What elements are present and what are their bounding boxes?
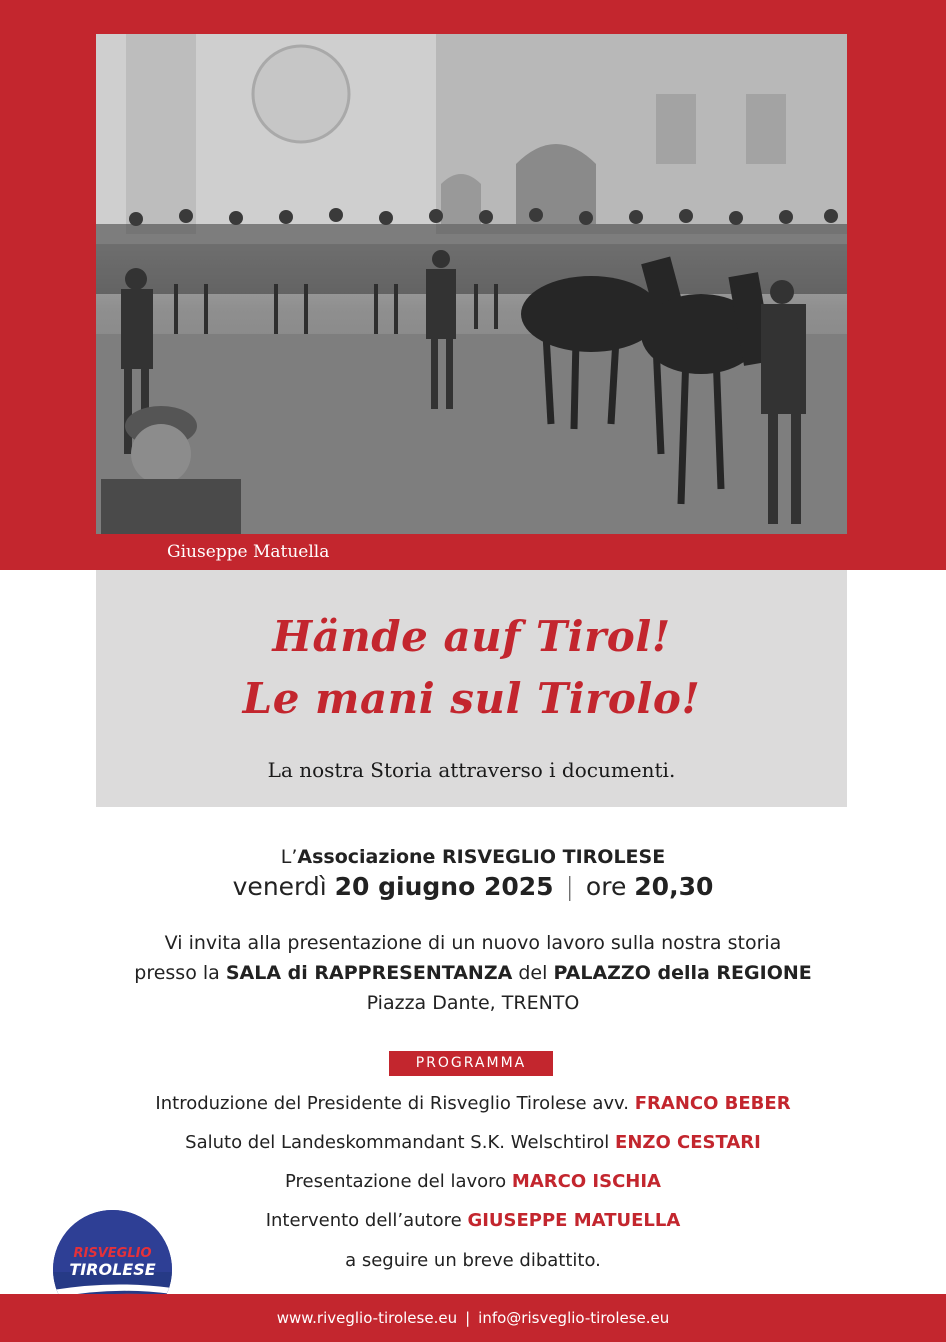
program-item-text: Intervento dell’autore <box>265 1210 462 1231</box>
footer-contact-bar <box>0 1294 946 1342</box>
event-date: 20 giugno 2025 <box>334 872 554 901</box>
footer-separator: | <box>465 1309 471 1327</box>
email-link[interactable]: info@risveglio-tirolese.eu <box>478 1309 670 1327</box>
event-day: venerdì <box>232 872 327 901</box>
program-item-text: Presentazione del lavoro <box>285 1171 507 1192</box>
venue-building: PALAZZO della REGIONE <box>553 962 812 984</box>
invitation-line: Vi invita alla presentazione di un nuovo lavoro sulla nostra storia <box>164 932 782 954</box>
author-name-tag: Giuseppe Matuella <box>155 536 341 569</box>
venue-prefix: presso la <box>134 962 220 984</box>
logo-text-tirolese: TIROLESE <box>69 1260 156 1279</box>
venue-mid: del <box>518 962 548 984</box>
venue-address: Piazza Dante, TRENTO <box>366 992 580 1014</box>
program-item-speaker: ENZO CESTARI <box>615 1132 761 1153</box>
historic-cavalry-photo <box>96 34 847 534</box>
photo-illustration <box>96 34 847 534</box>
program-item <box>0 1132 946 1153</box>
organizer-name: Associazione RISVEGLIO TIROLESE <box>297 846 666 868</box>
program-item-text: Saluto del Landeskommandant S.K. Welschtirol <box>185 1132 610 1153</box>
program-closing: a seguire un breve dibattito. <box>345 1250 601 1271</box>
event-date-line <box>0 872 946 901</box>
book-subtitle: La nostra Storia attraverso i documenti. <box>267 758 676 782</box>
organizer-prefix: L’ <box>280 846 298 868</box>
program-item-speaker: MARCO ISCHIA <box>511 1171 661 1192</box>
date-separator: | <box>565 872 574 901</box>
program-item-speaker: GIUSEPPE MATUELLA <box>467 1210 681 1231</box>
website-link[interactable]: www.riveglio-tirolese.eu <box>276 1309 458 1327</box>
program-item <box>0 1093 946 1114</box>
program-item-speaker: FRANCO BEBER <box>634 1093 791 1114</box>
program-badge: PROGRAMMA <box>389 1051 553 1076</box>
venue-room: SALA di RAPPRESENTANZA <box>225 962 513 984</box>
book-title-panel <box>96 570 847 807</box>
invitation-block <box>0 928 946 1018</box>
event-time: 20,30 <box>634 872 714 901</box>
book-title-german: Hände auf Tirol! <box>272 612 671 661</box>
program-item-text: Introduzione del Presidente di Risveglio Tirolese avv. <box>155 1093 629 1114</box>
organizer-line <box>0 846 946 868</box>
event-time-prefix: ore <box>585 872 627 901</box>
book-title-italian: Le mani sul Tirolo! <box>242 674 701 723</box>
program-item <box>0 1171 946 1192</box>
logo-text-risveglio: RISVEGLIO <box>73 1246 152 1261</box>
venue-line <box>0 958 946 988</box>
